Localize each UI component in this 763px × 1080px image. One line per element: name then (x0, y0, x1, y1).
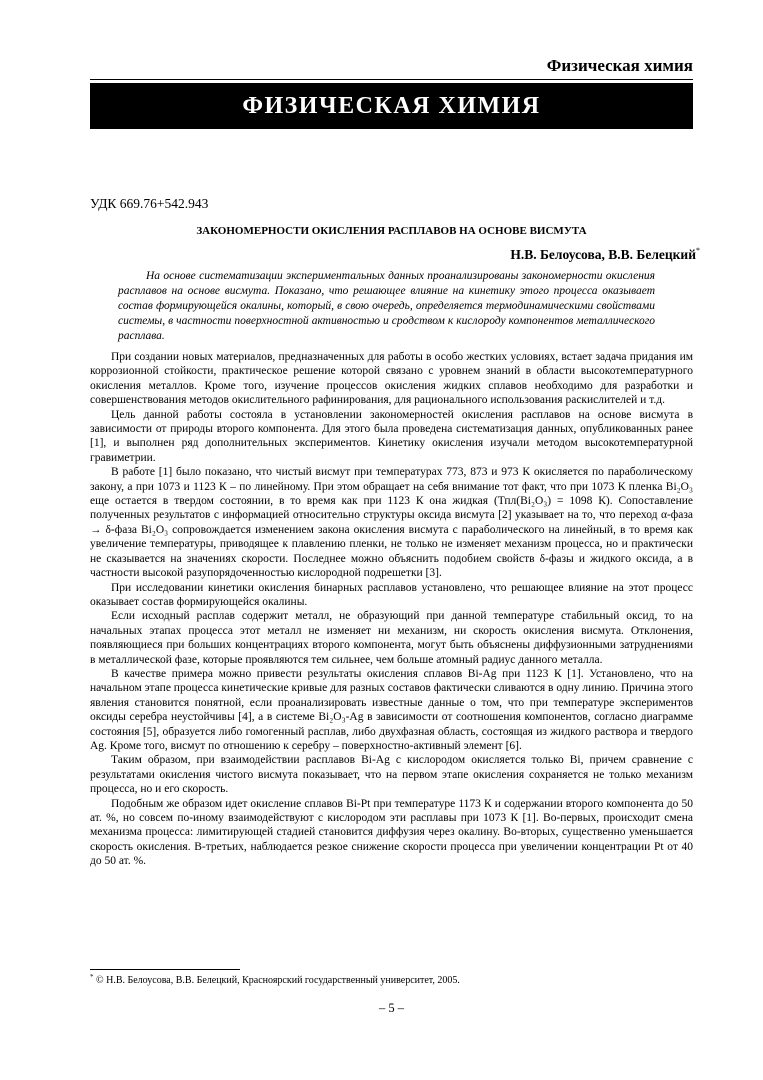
running-head: Физическая химия (546, 56, 693, 75)
article-authors (90, 246, 700, 263)
author-names: Н.В. Белоусова, В.В. Белецкий (510, 247, 696, 262)
body-paragraph: В работе [1] было показано, что чистый висмут при температурах 773, 873 и 973 К окисляется по параболическому закону, а при 1073 и 1123 К – по линейному. При этом обращает на себя внимание тот факт, что при 1073 К пленка Bi₂O₃ еще остается в твердом состоянии, в то время как при 1123 К она жидкая (Тпл(Bi₂O₃) = 1098 К). Сопоставление полученных результатов с информацией относительно структуры оксида висмута [2] указывает на то, что переход α-фаза → δ-фаза Bi₂O₃ сопровождается изменением закона окисления висмута с параболического на линейный, в то время как увеличение температуры, приводящее к плавлению пленки, не только не изменяет механизм процесса, но и практически не сказывается на значениях скорости. Последнее можно объяснить подобием свойств δ-фазы и жидкого оксида, а в частности высокой разупорядоченностью кислородной подрешетки [3]. (90, 466, 693, 580)
article-title: ЗАКОНОМЕРНОСТИ ОКИСЛЕНИЯ РАСПЛАВОВ НА ОСНОВЕ ВИСМУТА (196, 225, 587, 237)
header-rule (90, 79, 693, 80)
page-number: – 5 – (379, 1001, 404, 1015)
body-paragraph: В качестве примера можно привести результаты окисления сплавов Bi-Ag при 1123 К [1]. Установлено, что на начальном этапе процесса кинетические кривые для разных составов фактически сливаются в одну линию. Причина этого явления становится понятной, если проанализировать известные данные о том, что при температуре экспериментов оксиды серебра неустойчивы [4], а в системе Bi₂O₃-Ag в зависимости от соотношения компонентов, согласно диаграмме состояния [5], образуется либо гомогенный расплав, либо двухфазная область, состоящая из жидкого раствора и твердого Ag. Кроме того, висмут по отношению к серебру – поверхностно-активный элемент [6]. (90, 667, 693, 752)
body-paragraph: При создании новых материалов, предназначенных для работы в особо жестких условиях, встает задача придания им коррозионной стойкости, практическое решение которой связано с уровнем знаний в области высокотемпературного окисления металлов. Кроме того, изучение процессов окисления жидких сплавов необходимо для разработки и совершенствования методов окислительного рафинирования, для рационального использования раскислителей и т.д. (90, 351, 693, 407)
udk-code: УДК 669.76+542.943 (90, 196, 209, 211)
footnote (90, 974, 693, 987)
footnote-text: © Н.В. Белоусова, В.В. Белецкий, Красноярский государственный университет, 2005. (96, 975, 460, 986)
body-paragraph: Подобным же образом идет окисление сплавов Bi-Pt при температуре 1173 К и содержании второго компонента до 50 ат. %, но совсем по-иному взаимодействуют с кислородом эти расплавы при 1073 К [1]. Во-первых, происходит смена механизма процесса: лимитирующей стадией становится диффузия через окалину. Во-вторых, существенно уменьшается скорость окисления. В-третьих, наблюдается резкое снижение скорости процесса при увеличении концентрации Pt от 40 до 50 ат. %. (90, 797, 693, 868)
body-paragraph: Если исходный расплав содержит металл, не образующий при данной температуре стабильный оксид, то на начальных этапах процесса этот металл не изменяет ни механизм, ни скорость окисления висмута. Отклонения, появляющиеся при больших концентрациях второго компонента, могут быть объяснены диффузионными затруднениями в металлической фазе, которые проявляются тем сильнее, чем больше атомный радиус данного металла. (90, 610, 693, 666)
body-paragraph: При исследовании кинетики окисления бинарных расплавов установлено, что решающее влияние на этот процесс оказывает состав формирующейся окалины. (90, 581, 693, 608)
article-body (90, 350, 693, 869)
abstract: На основе систематизации экспериментальных данных проанализированы закономерности окисления расплавов на основе висмута. Показано, что решающее влияние на кинетику этого процесса оказывает состав формирующейся окалины, который, в свою очередь, определяется термодинамическими свойствами системы, в частности поверхностной активностью и сродством к кислороду компонентов металлического расплава. (118, 270, 655, 343)
body-paragraph: Цель данной работы состояла в установлении закономерностей окисления расплавов на основе висмута в зависимости от природы второго компонента. Для этого была проведена систематизация данных, опубликованных ранее [1], и выполнен ряд дополнительных экспериментов. Кинетику окисления изучали методом высокотемпературной гравиметрии. (90, 408, 693, 464)
author-footnote-marker: * (696, 246, 700, 255)
section-banner: ФИЗИЧЕСКАЯ ХИМИЯ (90, 83, 693, 129)
footnote-marker: * (90, 973, 94, 981)
footnote-rule (90, 969, 240, 970)
body-paragraph: Таким образом, при взаимодействии расплавов Bi-Ag с кислородом окисляется только Bi, причем сравнение с результатами окисления чистого висмута показывает, что на первом этапе окисления сохраняется не только механизм процесса, но и его скорость. (90, 754, 693, 796)
